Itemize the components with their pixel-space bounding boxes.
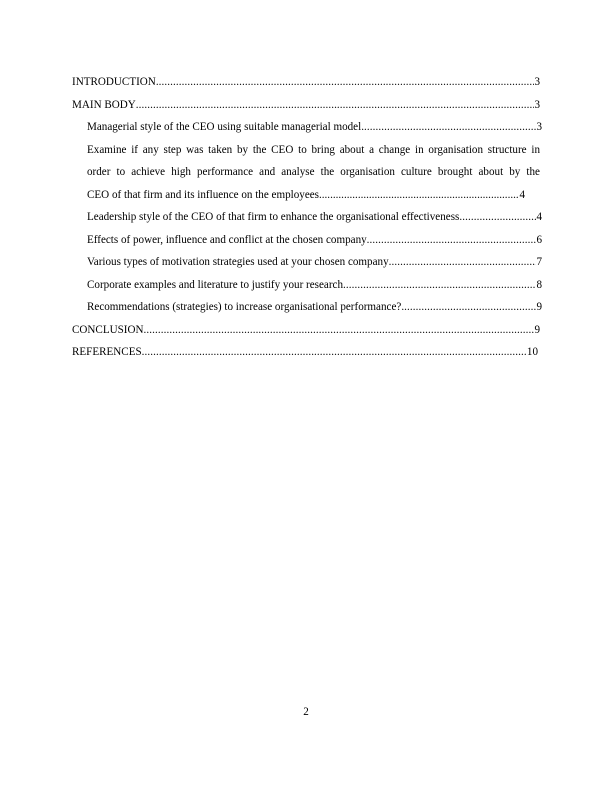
toc-entry-page: 10	[526, 346, 538, 358]
toc-entry-references[interactable]	[72, 341, 538, 364]
toc-entry-title: MAIN BODY	[72, 98, 136, 111]
toc-leader-dots	[142, 341, 527, 364]
toc-entry-title: Various types of motivation strategies used at your chosen company	[87, 256, 389, 268]
toc-leader-dots	[319, 184, 519, 207]
toc-leader-dots	[459, 206, 536, 229]
toc-entry-title-line: Examine if any step was taken by the CEO to bring about a change in organisation structure in	[87, 143, 540, 156]
page-number: 2	[303, 706, 309, 718]
toc-leader-dots	[401, 296, 536, 319]
toc-entry-title: Recommendations (strategies) to increase organisational performance?	[87, 301, 402, 313]
toc-entry-page: 4	[536, 211, 542, 223]
toc-leader-dots	[343, 274, 536, 297]
toc-entry-managerial-style[interactable]	[72, 116, 542, 139]
toc-entry-page: 9	[536, 301, 542, 313]
toc-entry-title-line: order to achieve high performance and analyse the organisation culture brought about by the	[87, 166, 540, 178]
table-of-contents	[72, 71, 540, 364]
toc-leader-dots	[156, 71, 535, 94]
toc-entry-page: 6	[536, 233, 542, 246]
toc-entry-corporate-examples[interactable]	[72, 274, 542, 297]
toc-entry-effects-of-power[interactable]	[72, 229, 542, 252]
toc-entry-page: 9	[534, 323, 540, 336]
toc-entry-title: Leadership style of the CEO of that firm to enhance the organisational effectiveness	[87, 211, 460, 223]
toc-entry-title: INTRODUCTION	[72, 76, 156, 88]
toc-entry-organisation-change[interactable]	[72, 139, 540, 207]
toc-entry-leadership-style[interactable]	[72, 206, 542, 229]
toc-entry-title: Managerial style of the CEO using suitable managerial model	[87, 121, 362, 133]
toc-entry-title: Corporate examples and literature to justify your research	[87, 278, 343, 291]
toc-entry-page: 7	[536, 256, 542, 268]
toc-entry-main-body[interactable]	[72, 94, 540, 117]
toc-leader-dots	[144, 319, 535, 342]
toc-entry-conclusion[interactable]	[72, 319, 540, 342]
toc-entry-last-line	[87, 184, 525, 207]
toc-entry-page: 3	[534, 98, 540, 111]
toc-entry-title-line: CEO of that firm and its influence on the employees	[87, 188, 319, 201]
toc-entry-title: REFERENCES	[72, 346, 142, 358]
toc-entry-recommendations[interactable]	[72, 296, 542, 319]
toc-entry-page: 8	[536, 278, 542, 291]
toc-entry-title: CONCLUSION	[72, 323, 144, 336]
toc-entry-motivation-strategies[interactable]	[72, 251, 542, 274]
toc-leader-dots	[389, 251, 537, 274]
toc-leader-dots	[367, 229, 537, 252]
toc-entry-page: 3	[534, 76, 540, 88]
toc-leader-dots	[136, 94, 535, 117]
toc-leader-dots	[361, 116, 536, 139]
toc-entry-page: 3	[536, 121, 542, 133]
toc-entry-page: 4	[519, 188, 525, 201]
toc-entry-introduction[interactable]	[72, 71, 540, 94]
toc-entry-title: Effects of power, influence and conflict at the chosen company	[87, 233, 367, 246]
